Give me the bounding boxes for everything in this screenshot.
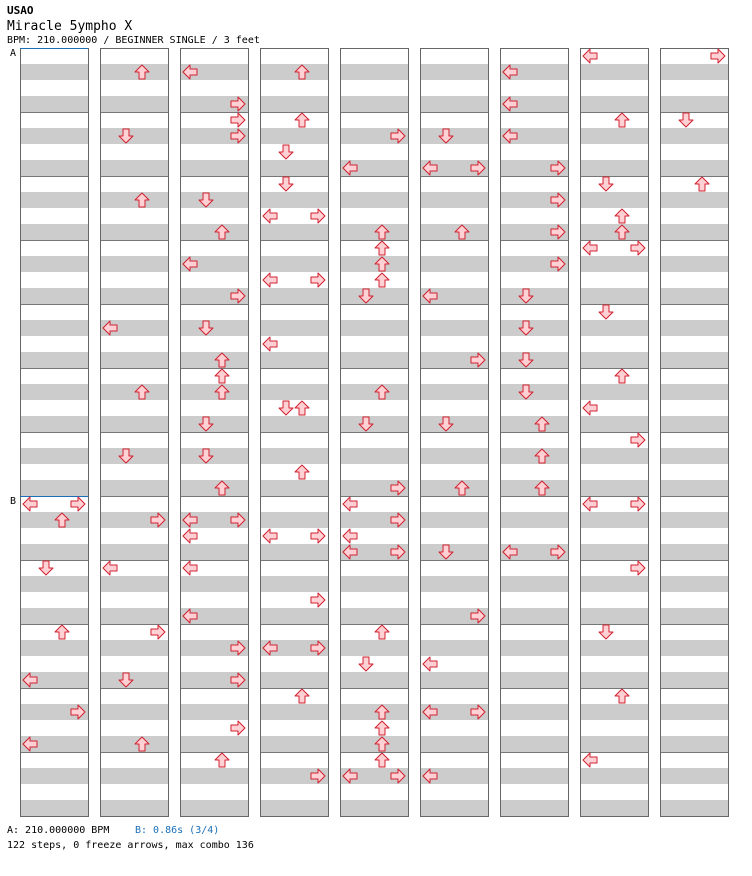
beat-band <box>420 512 488 528</box>
step-arrow <box>631 561 645 575</box>
beat-band <box>420 256 488 272</box>
step-arrow <box>151 625 165 639</box>
beat-band <box>20 64 88 80</box>
beat-band <box>340 288 408 304</box>
beat-band <box>100 640 168 656</box>
beat-band <box>260 544 328 560</box>
beat-band <box>420 128 488 144</box>
stop-legend: B: 0.86s (3/4) <box>135 825 220 836</box>
step-arrow <box>631 497 645 511</box>
beat-band <box>340 224 408 240</box>
beat-band <box>100 64 168 80</box>
beat-band <box>660 192 728 208</box>
beat-band <box>420 320 488 336</box>
beat-band <box>260 256 328 272</box>
beat-band <box>660 768 728 784</box>
step-arrow <box>311 273 325 287</box>
beat-band <box>340 352 408 368</box>
beat-band <box>500 352 568 368</box>
beat-band <box>420 576 488 592</box>
beat-band <box>20 384 88 400</box>
beat-band <box>660 448 728 464</box>
beat-band <box>500 576 568 592</box>
beat-band <box>20 640 88 656</box>
beat-band <box>260 352 328 368</box>
beat-band <box>500 480 568 496</box>
step-arrow <box>343 497 357 511</box>
beat-band <box>20 512 88 528</box>
beat-band <box>180 320 248 336</box>
beat-band <box>340 256 408 272</box>
beat-band <box>100 160 168 176</box>
beat-band <box>420 64 488 80</box>
beat-band <box>580 96 648 112</box>
beat-band <box>660 544 728 560</box>
step-arrow <box>263 273 277 287</box>
beat-band <box>100 480 168 496</box>
beat-band <box>180 352 248 368</box>
beat-band <box>20 352 88 368</box>
chart-column <box>20 49 89 817</box>
step-arrow <box>375 753 389 767</box>
chart-column <box>660 49 729 817</box>
beat-band <box>20 448 88 464</box>
beat-band <box>260 160 328 176</box>
beat-band <box>100 768 168 784</box>
step-arrow <box>279 401 293 415</box>
beat-band <box>660 288 728 304</box>
step-arrow <box>295 401 309 415</box>
beat-band <box>100 192 168 208</box>
beat-band <box>180 160 248 176</box>
beat-band <box>660 480 728 496</box>
step-arrow <box>599 625 613 639</box>
beat-band <box>180 544 248 560</box>
beat-band <box>260 704 328 720</box>
beat-band <box>660 608 728 624</box>
beat-band <box>340 416 408 432</box>
step-arrow <box>583 497 597 511</box>
step-arrow <box>311 529 325 543</box>
artist-name: USAO <box>7 4 34 17</box>
beat-band <box>340 64 408 80</box>
beat-band <box>340 736 408 752</box>
beat-band <box>500 512 568 528</box>
beat-band <box>660 640 728 656</box>
beat-band <box>100 256 168 272</box>
step-arrow <box>599 177 613 191</box>
beat-band <box>20 416 88 432</box>
beat-band <box>660 800 728 816</box>
beat-band <box>580 160 648 176</box>
step-arrow <box>103 561 117 575</box>
beat-band <box>20 544 88 560</box>
beat-band <box>260 512 328 528</box>
beat-band <box>180 480 248 496</box>
step-arrow <box>231 113 245 127</box>
beat-band <box>660 320 728 336</box>
step-arrow <box>343 529 357 543</box>
beat-band <box>180 736 248 752</box>
step-arrow <box>279 145 293 159</box>
beat-band <box>100 608 168 624</box>
beat-band <box>420 480 488 496</box>
beat-band <box>500 448 568 464</box>
marker-label: A <box>10 48 17 59</box>
step-arrow <box>631 241 645 255</box>
beat-band <box>20 768 88 784</box>
beat-band <box>260 64 328 80</box>
beat-band <box>20 192 88 208</box>
beat-band <box>340 192 408 208</box>
step-arrow <box>583 241 597 255</box>
step-arrow <box>615 113 629 127</box>
beat-band <box>260 96 328 112</box>
beat-band <box>660 128 728 144</box>
beat-band <box>580 640 648 656</box>
beat-band <box>180 800 248 816</box>
beat-band <box>100 448 168 464</box>
beat-band <box>260 608 328 624</box>
bpm-legend: A: 210.000000 BPM <box>7 825 110 836</box>
step-arrow <box>295 689 309 703</box>
beat-band <box>580 288 648 304</box>
step-arrow <box>599 305 613 319</box>
step-arrow <box>311 593 325 607</box>
beat-band <box>420 192 488 208</box>
beat-band <box>580 736 648 752</box>
step-arrow <box>615 369 629 383</box>
beat-band <box>500 672 568 688</box>
step-arrow <box>375 273 389 287</box>
step-arrow <box>375 625 389 639</box>
chart-column <box>100 49 169 817</box>
beat-band <box>20 800 88 816</box>
beat-band <box>260 800 328 816</box>
step-arrow <box>279 177 293 191</box>
beat-band <box>660 96 728 112</box>
step-arrow <box>263 209 277 223</box>
beat-band <box>260 672 328 688</box>
beat-band <box>20 96 88 112</box>
chart-info: BPM: 210.000000 / BEGINNER SINGLE / 3 feet <box>7 35 260 46</box>
beat-band <box>340 800 408 816</box>
step-arrow <box>183 529 197 543</box>
chart-stats: 122 steps, 0 freeze arrows, max combo 136 <box>7 840 254 851</box>
beat-band <box>580 384 648 400</box>
beat-band <box>180 224 248 240</box>
beat-band <box>580 576 648 592</box>
beat-band <box>340 640 408 656</box>
step-arrow <box>263 529 277 543</box>
beat-band <box>260 416 328 432</box>
step-arrow <box>23 497 37 511</box>
beat-band <box>660 352 728 368</box>
beat-band <box>100 416 168 432</box>
marker-label: B <box>10 496 17 507</box>
beat-band <box>500 288 568 304</box>
beat-band <box>180 576 248 592</box>
step-arrow <box>615 689 629 703</box>
beat-band <box>580 672 648 688</box>
beat-band <box>340 320 408 336</box>
beat-band <box>180 192 248 208</box>
step-arrow <box>695 177 709 191</box>
step-arrow <box>359 657 373 671</box>
beat-band <box>580 128 648 144</box>
step-arrow <box>375 721 389 735</box>
beat-band <box>660 224 728 240</box>
step-arrow <box>583 49 597 63</box>
beat-band <box>500 768 568 784</box>
beat-band <box>100 384 168 400</box>
step-arrow <box>711 49 725 63</box>
beat-band <box>420 96 488 112</box>
beat-band <box>100 576 168 592</box>
beat-band <box>580 320 648 336</box>
beat-band <box>340 608 408 624</box>
beat-band <box>500 800 568 816</box>
beat-band <box>100 672 168 688</box>
beat-band <box>100 352 168 368</box>
beat-band <box>500 736 568 752</box>
beat-band <box>180 768 248 784</box>
step-arrow <box>215 753 229 767</box>
chart-column <box>260 49 329 817</box>
beat-band <box>340 704 408 720</box>
step-arrow <box>215 369 229 383</box>
beat-band <box>180 416 248 432</box>
beat-band <box>100 288 168 304</box>
beat-band <box>100 224 168 240</box>
step-arrow <box>39 561 53 575</box>
beat-band <box>580 544 648 560</box>
beat-band <box>180 384 248 400</box>
beat-band <box>260 224 328 240</box>
chart-column <box>180 49 249 817</box>
beat-band <box>500 640 568 656</box>
step-arrow <box>583 401 597 415</box>
beat-band <box>420 640 488 656</box>
beat-band <box>660 384 728 400</box>
beat-band <box>100 96 168 112</box>
beat-band <box>580 192 648 208</box>
step-arrow <box>631 433 645 447</box>
beat-band <box>580 704 648 720</box>
beat-band <box>100 128 168 144</box>
beat-band <box>260 576 328 592</box>
beat-band <box>20 576 88 592</box>
beat-band <box>20 288 88 304</box>
beat-band <box>20 256 88 272</box>
beat-band <box>580 352 648 368</box>
beat-band <box>580 768 648 784</box>
beat-band <box>580 416 648 432</box>
beat-band <box>260 384 328 400</box>
beat-band <box>660 256 728 272</box>
step-arrow <box>295 465 309 479</box>
beat-band <box>500 416 568 432</box>
step-arrow <box>423 657 437 671</box>
step-arrow <box>295 113 309 127</box>
beat-band <box>420 800 488 816</box>
step-arrow <box>311 209 325 223</box>
beat-band <box>660 672 728 688</box>
beat-band <box>340 384 408 400</box>
beat-band <box>500 704 568 720</box>
beat-band <box>420 224 488 240</box>
step-arrow <box>679 113 693 127</box>
beat-band <box>420 416 488 432</box>
beat-band <box>420 448 488 464</box>
beat-band <box>660 736 728 752</box>
beat-band <box>100 800 168 816</box>
chart-column <box>580 49 649 817</box>
beat-band <box>500 384 568 400</box>
step-arrow <box>71 497 85 511</box>
beat-band <box>20 320 88 336</box>
step-arrow <box>231 721 245 735</box>
beat-band <box>580 800 648 816</box>
beat-band <box>660 704 728 720</box>
step-arrow <box>615 209 629 223</box>
beat-band <box>260 128 328 144</box>
beat-band <box>100 704 168 720</box>
beat-band <box>100 736 168 752</box>
beat-band <box>420 384 488 400</box>
beat-band <box>420 672 488 688</box>
beat-band <box>660 512 728 528</box>
beat-band <box>260 192 328 208</box>
beat-band <box>180 448 248 464</box>
beat-band <box>500 608 568 624</box>
step-arrow <box>583 753 597 767</box>
beat-band <box>660 416 728 432</box>
beat-band <box>20 608 88 624</box>
beat-band <box>260 736 328 752</box>
beat-band <box>260 480 328 496</box>
beat-band <box>420 736 488 752</box>
step-arrow <box>183 561 197 575</box>
step-arrow <box>375 241 389 255</box>
beat-band <box>580 608 648 624</box>
beat-band <box>580 64 648 80</box>
beat-band <box>340 672 408 688</box>
beat-band <box>340 576 408 592</box>
step-arrow <box>55 625 69 639</box>
beat-band <box>580 224 648 240</box>
beat-band <box>180 704 248 720</box>
beat-band <box>580 480 648 496</box>
beat-band <box>340 448 408 464</box>
beat-band <box>20 480 88 496</box>
beat-band <box>500 320 568 336</box>
beat-band <box>580 256 648 272</box>
beat-band <box>20 128 88 144</box>
beat-band <box>420 544 488 560</box>
beat-band <box>660 576 728 592</box>
beat-band <box>260 288 328 304</box>
beat-band <box>580 448 648 464</box>
beat-band <box>100 544 168 560</box>
beat-band <box>260 320 328 336</box>
beat-band <box>20 224 88 240</box>
step-arrow <box>263 337 277 351</box>
beat-band <box>660 160 728 176</box>
song-title: Miracle 5ympho X <box>7 19 133 34</box>
beat-band <box>340 96 408 112</box>
beat-band <box>580 512 648 528</box>
beat-band <box>660 64 728 80</box>
beat-band <box>20 160 88 176</box>
beat-band <box>260 448 328 464</box>
